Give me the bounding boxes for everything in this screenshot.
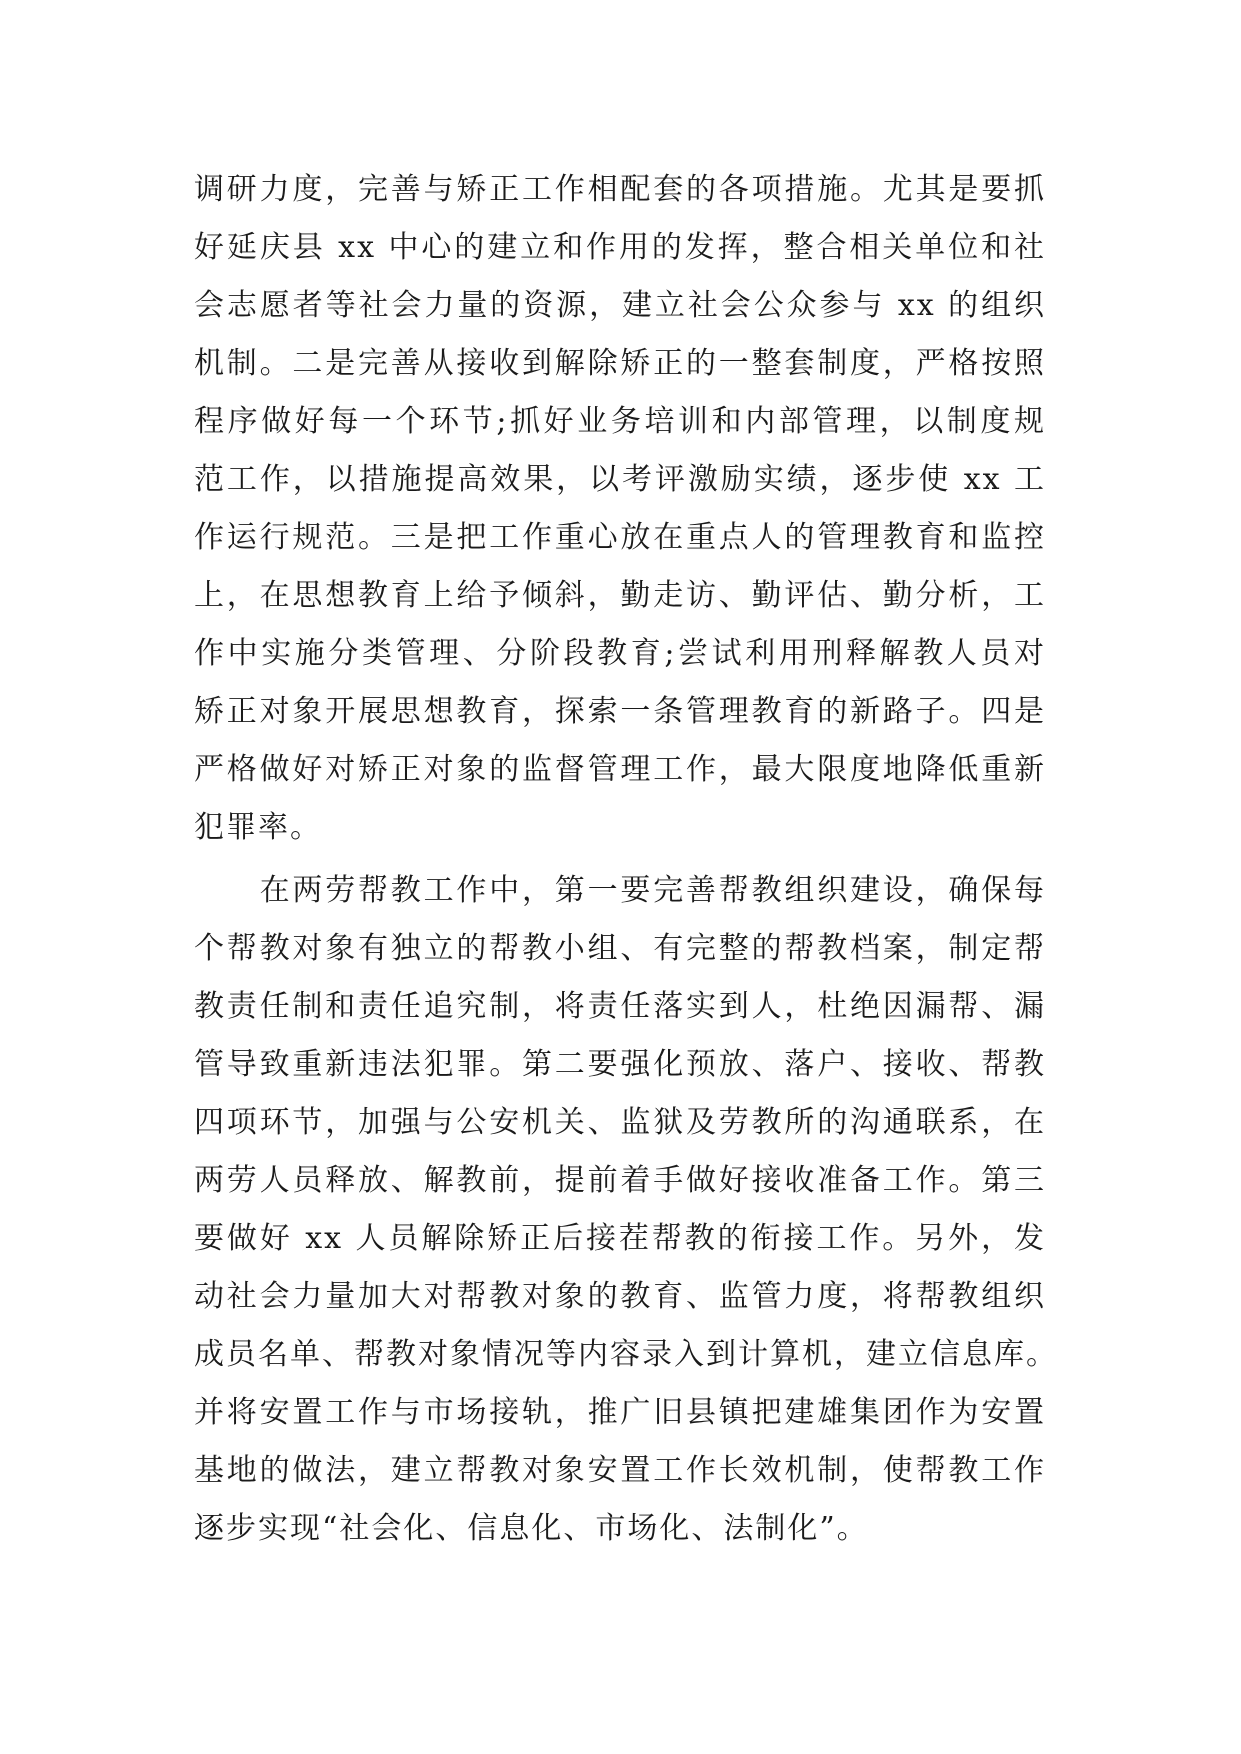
text-line: 矫正对象开展思想教育，探索一条管理教育的新路子。四是	[194, 694, 1046, 729]
paragraph-1	[194, 161, 1046, 857]
text-line: 上，在思想教育上给予倾斜，勤走访、勤评估、勤分析，工	[194, 578, 1046, 613]
text-line: 基地的做法，建立帮教对象安置工作长效机制，使帮教工作	[194, 1453, 1046, 1488]
text-line: 调研力度，完善与矫正工作相配套的各项措施。尤其是要抓	[194, 172, 1046, 207]
text-line: 程序做好每一个环节;抓好业务培训和内部管理，以制度规	[194, 404, 1046, 439]
text-line: 两劳人员释放、解教前，提前着手做好接收准备工作。第三	[194, 1163, 1046, 1198]
text-line: 好延庆县 xx 中心的建立和作用的发挥，整合相关单位和社	[194, 230, 1046, 265]
text-line: 范工作，以措施提高效果，以考评激励实绩，逐步使 xx 工	[194, 462, 1046, 497]
paragraph-2	[194, 862, 1058, 1558]
text-line: 并将安置工作与市场接轨，推广旧县镇把建雄集团作为安置	[194, 1395, 1046, 1430]
text-line: 在两劳帮教工作中，第一要完善帮教组织建设，确保每	[194, 873, 1046, 908]
text-line: 动社会力量加大对帮教对象的教育、监管力度，将帮教组织	[194, 1279, 1046, 1314]
text-line: 严格做好对矫正对象的监督管理工作，最大限度地降低重新	[194, 752, 1046, 787]
text-line: 成员名单、帮教对象情况等内容录入到计算机，建立信息库。	[194, 1337, 1058, 1372]
text-line: 四项环节，加强与公安机关、监狱及劳教所的沟通联系，在	[194, 1105, 1046, 1140]
document-body	[194, 161, 1058, 1558]
text-line: 机制。二是完善从接收到解除矫正的一整套制度，严格按照	[194, 346, 1046, 381]
text-line: 个帮教对象有独立的帮教小组、有完整的帮教档案，制定帮	[194, 931, 1046, 966]
text-line: 逐步实现“社会化、信息化、市场化、法制化”。	[194, 1511, 869, 1546]
text-line: 管导致重新违法犯罪。第二要强化预放、落户、接收、帮教	[194, 1047, 1046, 1082]
text-line: 犯罪率。	[194, 810, 322, 845]
text-line: 教责任制和责任追究制，将责任落实到人，杜绝因漏帮、漏	[194, 989, 1046, 1024]
text-line: 要做好 xx 人员解除矫正后接茬帮教的衔接工作。另外，发	[194, 1221, 1046, 1256]
text-line: 作中实施分类管理、分阶段教育;尝试利用刑释解教人员对	[194, 636, 1046, 671]
text-line: 作运行规范。三是把工作重心放在重点人的管理教育和监控	[194, 520, 1046, 555]
text-line: 会志愿者等社会力量的资源，建立社会公众参与 xx 的组织	[194, 288, 1046, 323]
